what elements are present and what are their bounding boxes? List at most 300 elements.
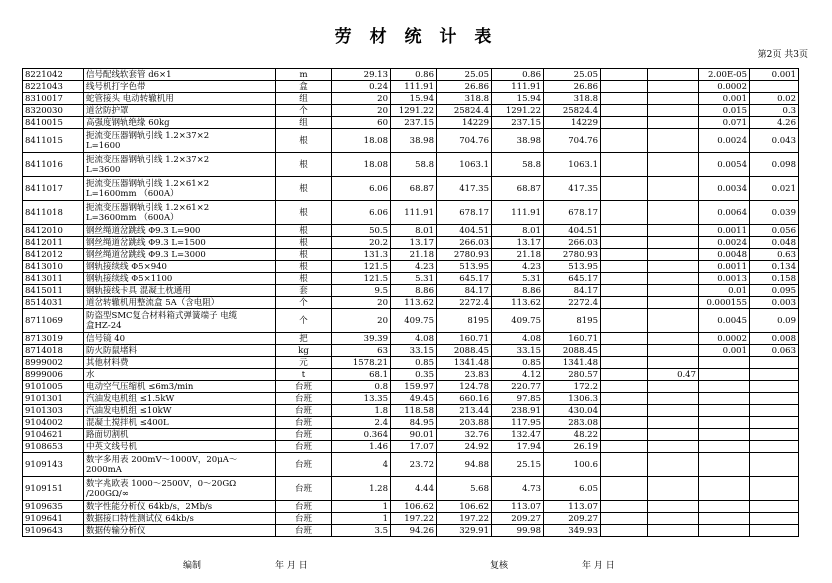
- unit-price-cell: 97.85: [492, 393, 544, 405]
- unit-price-cell: 15.94: [492, 93, 544, 105]
- quantity-cell: 0.8: [332, 381, 391, 393]
- table-row: [23, 393, 799, 405]
- col-9-cell: [601, 381, 648, 393]
- table-row: [23, 273, 799, 285]
- unit-price-cell: 0.86: [492, 69, 544, 81]
- amount-cell: 266.03: [544, 237, 601, 249]
- col-9-cell: [601, 513, 648, 525]
- unit-cell: 台班: [276, 513, 332, 525]
- base-price-cell: 5.31: [391, 273, 437, 285]
- col-11-cell: [699, 501, 750, 513]
- col-12-cell: [750, 501, 799, 513]
- base-amount-cell: 26.86: [437, 81, 492, 93]
- unit-price-cell: 113.62: [492, 297, 544, 309]
- quantity-cell: 9.5: [332, 285, 391, 297]
- item-code-cell: 8415011: [23, 285, 84, 297]
- col-11-cell: [699, 429, 750, 441]
- amount-cell: 1306.3: [544, 393, 601, 405]
- amount-cell: 26.19: [544, 441, 601, 453]
- quantity-cell: 2.4: [332, 417, 391, 429]
- col-10-cell: [648, 441, 699, 453]
- table-row: [23, 429, 799, 441]
- col-12-cell: 0.095: [750, 285, 799, 297]
- col-11-cell: [699, 417, 750, 429]
- amount-cell: 349.93: [544, 525, 601, 537]
- unit-cell: kg: [276, 345, 332, 357]
- amount-cell: 1341.48: [544, 357, 601, 369]
- base-price-cell: 4.44: [391, 477, 437, 501]
- table-row: [23, 525, 799, 537]
- base-amount-cell: 266.03: [437, 237, 492, 249]
- unit-price-cell: 4.23: [492, 261, 544, 273]
- col-9-cell: [601, 357, 648, 369]
- col-12-cell: 0.001: [750, 69, 799, 81]
- base-price-cell: 159.97: [391, 381, 437, 393]
- unit-price-cell: 8.01: [492, 225, 544, 237]
- amount-cell: 84.17: [544, 285, 601, 297]
- unit-price-cell: 4.73: [492, 477, 544, 501]
- review-date: 年 月 日: [582, 561, 615, 571]
- base-price-cell: 94.26: [391, 525, 437, 537]
- col-11-cell: 0.0002: [699, 81, 750, 93]
- item-code-cell: 8310017: [23, 93, 84, 105]
- col-10-cell: [648, 393, 699, 405]
- base-amount-cell: 329.91: [437, 525, 492, 537]
- table-row: [23, 417, 799, 429]
- item-name-cell: 钢丝绳道岔跳线 Φ9.3 L=1500: [84, 237, 276, 249]
- amount-cell: 430.04: [544, 405, 601, 417]
- col-10-cell: [648, 345, 699, 357]
- item-name-cell: 数字性能分析仪 64kb/s，2Mb/s: [84, 501, 276, 513]
- col-9-cell: [601, 393, 648, 405]
- table-row: [23, 117, 799, 129]
- unit-price-cell: 132.47: [492, 429, 544, 441]
- unit-cell: 台班: [276, 453, 332, 477]
- unit-cell: 台班: [276, 429, 332, 441]
- item-name-cell: 电动空气压缩机 ≤6m3/min: [84, 381, 276, 393]
- col-10-cell: [648, 525, 699, 537]
- base-amount-cell: 318.8: [437, 93, 492, 105]
- amount-cell: 404.51: [544, 225, 601, 237]
- col-12-cell: [750, 405, 799, 417]
- item-name-cell: 钢丝绳道岔跳线 Φ9.3 L=3000: [84, 249, 276, 261]
- col-9-cell: [601, 477, 648, 501]
- col-9-cell: [601, 177, 648, 201]
- item-code-cell: 8711069: [23, 309, 84, 333]
- unit-cell: 套: [276, 285, 332, 297]
- item-code-cell: 9104002: [23, 417, 84, 429]
- table-row: [23, 309, 799, 333]
- col-9-cell: [601, 117, 648, 129]
- col-9-cell: [601, 333, 648, 345]
- base-amount-cell: 5.68: [437, 477, 492, 501]
- amount-cell: 8195: [544, 309, 601, 333]
- quantity-cell: 6.06: [332, 201, 391, 225]
- table-row: [23, 105, 799, 117]
- col-10-cell: 0.47: [648, 369, 699, 381]
- item-name-cell: 防火防鼠堵料: [84, 345, 276, 357]
- table-row: [23, 453, 799, 477]
- col-12-cell: [750, 477, 799, 501]
- item-name-cell: 混凝土搅拌机 ≤400L: [84, 417, 276, 429]
- col-12-cell: 0.02: [750, 93, 799, 105]
- base-price-cell: 1291.22: [391, 105, 437, 117]
- col-10-cell: [648, 453, 699, 477]
- amount-cell: 417.35: [544, 177, 601, 201]
- col-12-cell: 0.158: [750, 273, 799, 285]
- table-row: [23, 129, 799, 153]
- col-9-cell: [601, 417, 648, 429]
- amount-cell: 513.95: [544, 261, 601, 273]
- col-12-cell: 0.008: [750, 333, 799, 345]
- unit-price-cell: 21.18: [492, 249, 544, 261]
- col-11-cell: 0.001: [699, 93, 750, 105]
- base-amount-cell: 25.05: [437, 69, 492, 81]
- col-10-cell: [648, 285, 699, 297]
- col-9-cell: [601, 261, 648, 273]
- base-price-cell: 111.91: [391, 201, 437, 225]
- base-price-cell: 0.86: [391, 69, 437, 81]
- item-name-cell: 汽油发电机组 ≤10kW: [84, 405, 276, 417]
- col-11-cell: 0.071: [699, 117, 750, 129]
- base-amount-cell: 94.88: [437, 453, 492, 477]
- amount-cell: 645.17: [544, 273, 601, 285]
- unit-price-cell: 113.07: [492, 501, 544, 513]
- unit-cell: 台班: [276, 405, 332, 417]
- base-price-cell: 21.18: [391, 249, 437, 261]
- quantity-cell: 60: [332, 117, 391, 129]
- base-price-cell: 0.85: [391, 357, 437, 369]
- quantity-cell: 18.08: [332, 153, 391, 177]
- col-12-cell: [750, 393, 799, 405]
- unit-price-cell: 4.12: [492, 369, 544, 381]
- base-amount-cell: 124.78: [437, 381, 492, 393]
- unit-cell: 根: [276, 225, 332, 237]
- amount-cell: 2780.93: [544, 249, 601, 261]
- base-amount-cell: 1341.48: [437, 357, 492, 369]
- base-amount-cell: 660.16: [437, 393, 492, 405]
- col-9-cell: [601, 153, 648, 177]
- table-row: [23, 477, 799, 501]
- col-12-cell: 4.26: [750, 117, 799, 129]
- col-10-cell: [648, 405, 699, 417]
- col-11-cell: 2.00E-05: [699, 69, 750, 81]
- base-amount-cell: 203.88: [437, 417, 492, 429]
- base-amount-cell: 106.62: [437, 501, 492, 513]
- quantity-cell: 4: [332, 453, 391, 477]
- col-12-cell: 0.043: [750, 129, 799, 153]
- quantity-cell: 39.39: [332, 333, 391, 345]
- base-price-cell: 237.15: [391, 117, 437, 129]
- quantity-cell: 20: [332, 297, 391, 309]
- item-name-cell: 汽油发电机组 ≤1.5kW: [84, 393, 276, 405]
- unit-price-cell: 409.75: [492, 309, 544, 333]
- col-10-cell: [648, 129, 699, 153]
- quantity-cell: 20: [332, 309, 391, 333]
- table-row: [23, 201, 799, 225]
- col-12-cell: 0.098: [750, 153, 799, 177]
- quantity-cell: 29.13: [332, 69, 391, 81]
- quantity-cell: 1578.21: [332, 357, 391, 369]
- table-row: [23, 249, 799, 261]
- col-11-cell: [699, 513, 750, 525]
- unit-cell: 台班: [276, 477, 332, 501]
- item-name-cell: 扼流变压器钢轨引线 1.2×61×2 L=3600mm （600A）: [84, 201, 276, 225]
- col-10-cell: [648, 261, 699, 273]
- col-11-cell: [699, 381, 750, 393]
- unit-cell: t: [276, 369, 332, 381]
- unit-cell: 根: [276, 249, 332, 261]
- item-name-cell: 钢轨接续线 Φ5×1100: [84, 273, 276, 285]
- col-9-cell: [601, 237, 648, 249]
- col-12-cell: [750, 381, 799, 393]
- amount-cell: 283.08: [544, 417, 601, 429]
- col-9-cell: [601, 81, 648, 93]
- col-12-cell: [750, 453, 799, 477]
- col-10-cell: [648, 501, 699, 513]
- item-name-cell: 防盗型SMC复合材料箱式弹簧端子 电缆 盒HZ-24: [84, 309, 276, 333]
- col-10-cell: [648, 297, 699, 309]
- item-name-cell: 扼流变压器钢轨引线 1.2×61×2 L=1600mm （600A）: [84, 177, 276, 201]
- col-12-cell: 0.09: [750, 309, 799, 333]
- item-code-cell: 8221042: [23, 69, 84, 81]
- col-12-cell: [750, 81, 799, 93]
- base-price-cell: 8.01: [391, 225, 437, 237]
- amount-cell: 2272.4: [544, 297, 601, 309]
- unit-price-cell: 237.15: [492, 117, 544, 129]
- item-name-cell: 线号机打字色带: [84, 81, 276, 93]
- item-name-cell: 中英文线号机: [84, 441, 276, 453]
- amount-cell: 280.57: [544, 369, 601, 381]
- col-11-cell: 0.0045: [699, 309, 750, 333]
- unit-price-cell: 4.08: [492, 333, 544, 345]
- item-name-cell: 水: [84, 369, 276, 381]
- unit-cell: 台班: [276, 393, 332, 405]
- col-10-cell: [648, 93, 699, 105]
- col-11-cell: 0.0011: [699, 225, 750, 237]
- col-11-cell: 0.001: [699, 345, 750, 357]
- col-9-cell: [601, 369, 648, 381]
- base-price-cell: 197.22: [391, 513, 437, 525]
- unit-price-cell: 13.17: [492, 237, 544, 249]
- col-11-cell: [699, 369, 750, 381]
- quantity-cell: 1.28: [332, 477, 391, 501]
- base-price-cell: 4.23: [391, 261, 437, 273]
- col-10-cell: [648, 81, 699, 93]
- col-11-cell: [699, 453, 750, 477]
- col-11-cell: 0.01: [699, 285, 750, 297]
- quantity-cell: 68.1: [332, 369, 391, 381]
- col-10-cell: [648, 381, 699, 393]
- col-11-cell: [699, 405, 750, 417]
- col-11-cell: 0.0002: [699, 333, 750, 345]
- unit-cell: m: [276, 69, 332, 81]
- quantity-cell: 20.2: [332, 237, 391, 249]
- item-code-cell: 9104621: [23, 429, 84, 441]
- col-11-cell: [699, 477, 750, 501]
- col-12-cell: [750, 513, 799, 525]
- amount-cell: 25824.4: [544, 105, 601, 117]
- document-title: 劳 材 统 计 表: [334, 27, 498, 47]
- base-price-cell: 90.01: [391, 429, 437, 441]
- item-code-cell: 8713019: [23, 333, 84, 345]
- item-code-cell: 9101005: [23, 381, 84, 393]
- table-row: [23, 513, 799, 525]
- item-name-cell: 钢轨接续线 Φ5×940: [84, 261, 276, 273]
- col-9-cell: [601, 309, 648, 333]
- col-11-cell: [699, 525, 750, 537]
- col-10-cell: [648, 477, 699, 501]
- amount-cell: 704.76: [544, 129, 601, 153]
- col-9-cell: [601, 69, 648, 81]
- table-row: [23, 357, 799, 369]
- col-12-cell: 0.003: [750, 297, 799, 309]
- amount-cell: 318.8: [544, 93, 601, 105]
- quantity-cell: 13.35: [332, 393, 391, 405]
- col-10-cell: [648, 273, 699, 285]
- table-row: [23, 501, 799, 513]
- item-code-cell: 8999006: [23, 369, 84, 381]
- item-name-cell: 道岔防护罩: [84, 105, 276, 117]
- unit-price-cell: 33.15: [492, 345, 544, 357]
- quantity-cell: 1: [332, 513, 391, 525]
- col-12-cell: [750, 525, 799, 537]
- quantity-cell: 1.8: [332, 405, 391, 417]
- unit-price-cell: 238.91: [492, 405, 544, 417]
- base-price-cell: 0.35: [391, 369, 437, 381]
- col-9-cell: [601, 249, 648, 261]
- item-code-cell: 8412010: [23, 225, 84, 237]
- page-info: 第2页 共3页: [757, 50, 808, 60]
- review-label: 复核: [490, 561, 509, 571]
- col-9-cell: [601, 453, 648, 477]
- table-row: [23, 405, 799, 417]
- item-name-cell: 信号配线软套管 d6×1: [84, 69, 276, 81]
- table-row: [23, 177, 799, 201]
- col-12-cell: [750, 441, 799, 453]
- col-12-cell: 0.048: [750, 237, 799, 249]
- item-code-cell: 8514031: [23, 297, 84, 309]
- unit-cell: 个: [276, 309, 332, 333]
- col-10-cell: [648, 117, 699, 129]
- quantity-cell: 3.5: [332, 525, 391, 537]
- base-price-cell: 111.91: [391, 81, 437, 93]
- col-9-cell: [601, 105, 648, 117]
- amount-cell: 1063.1: [544, 153, 601, 177]
- item-code-cell: 8411017: [23, 177, 84, 201]
- unit-cell: 元: [276, 357, 332, 369]
- col-11-cell: 0.0024: [699, 237, 750, 249]
- unit-price-cell: 209.27: [492, 513, 544, 525]
- unit-cell: 根: [276, 177, 332, 201]
- base-price-cell: 8.86: [391, 285, 437, 297]
- col-11-cell: [699, 441, 750, 453]
- quantity-cell: 20: [332, 105, 391, 117]
- col-9-cell: [601, 501, 648, 513]
- unit-cell: 根: [276, 261, 332, 273]
- col-10-cell: [648, 225, 699, 237]
- quantity-cell: 131.3: [332, 249, 391, 261]
- col-10-cell: [648, 201, 699, 225]
- table-row: [23, 369, 799, 381]
- amount-cell: 14229: [544, 117, 601, 129]
- item-code-cell: 9109641: [23, 513, 84, 525]
- quantity-cell: 0.364: [332, 429, 391, 441]
- base-amount-cell: 417.35: [437, 177, 492, 201]
- amount-cell: 48.22: [544, 429, 601, 441]
- unit-price-cell: 68.87: [492, 177, 544, 201]
- item-name-cell: 钢轨接线卡具 混凝土枕通用: [84, 285, 276, 297]
- col-11-cell: 0.0013: [699, 273, 750, 285]
- base-amount-cell: 704.76: [437, 129, 492, 153]
- col-12-cell: 0.039: [750, 201, 799, 225]
- col-9-cell: [601, 273, 648, 285]
- item-code-cell: 9109643: [23, 525, 84, 537]
- amount-cell: 26.86: [544, 81, 601, 93]
- table-row: [23, 261, 799, 273]
- col-10-cell: [648, 513, 699, 525]
- quantity-cell: 50.5: [332, 225, 391, 237]
- table-row: [23, 93, 799, 105]
- base-price-cell: 13.17: [391, 237, 437, 249]
- col-10-cell: [648, 249, 699, 261]
- base-amount-cell: 25824.4: [437, 105, 492, 117]
- col-9-cell: [601, 429, 648, 441]
- col-12-cell: 0.063: [750, 345, 799, 357]
- unit-cell: 组: [276, 117, 332, 129]
- table-row: [23, 285, 799, 297]
- item-code-cell: 8999002: [23, 357, 84, 369]
- col-9-cell: [601, 225, 648, 237]
- base-price-cell: 118.58: [391, 405, 437, 417]
- unit-price-cell: 38.98: [492, 129, 544, 153]
- col-10-cell: [648, 429, 699, 441]
- unit-cell: 组: [276, 93, 332, 105]
- item-name-cell: 钢丝绳道岔跳线 Φ9.3 L=900: [84, 225, 276, 237]
- item-name-cell: 数字兆欧表 1000～2500V，0～20GΩ /200GΩ/∞: [84, 477, 276, 501]
- col-10-cell: [648, 237, 699, 249]
- unit-price-cell: 220.77: [492, 381, 544, 393]
- table-row: [23, 153, 799, 177]
- table-row: [23, 225, 799, 237]
- col-9-cell: [601, 201, 648, 225]
- base-price-cell: 68.87: [391, 177, 437, 201]
- quantity-cell: 6.06: [332, 177, 391, 201]
- col-12-cell: 0.3: [750, 105, 799, 117]
- col-11-cell: 0.0048: [699, 249, 750, 261]
- unit-cell: 盒: [276, 81, 332, 93]
- table-row: [23, 69, 799, 81]
- unit-cell: 根: [276, 129, 332, 153]
- base-amount-cell: 24.92: [437, 441, 492, 453]
- base-price-cell: 33.15: [391, 345, 437, 357]
- quantity-cell: 20: [332, 93, 391, 105]
- unit-cell: 根: [276, 201, 332, 225]
- base-amount-cell: 213.44: [437, 405, 492, 417]
- base-amount-cell: 513.95: [437, 261, 492, 273]
- table-row: [23, 441, 799, 453]
- base-amount-cell: 8195: [437, 309, 492, 333]
- item-code-cell: 8714018: [23, 345, 84, 357]
- base-price-cell: 49.45: [391, 393, 437, 405]
- item-name-cell: 其他材料费: [84, 357, 276, 369]
- col-11-cell: 0.015: [699, 105, 750, 117]
- base-price-cell: 106.62: [391, 501, 437, 513]
- col-10-cell: [648, 153, 699, 177]
- col-11-cell: [699, 357, 750, 369]
- item-code-cell: 8411015: [23, 129, 84, 153]
- col-9-cell: [601, 441, 648, 453]
